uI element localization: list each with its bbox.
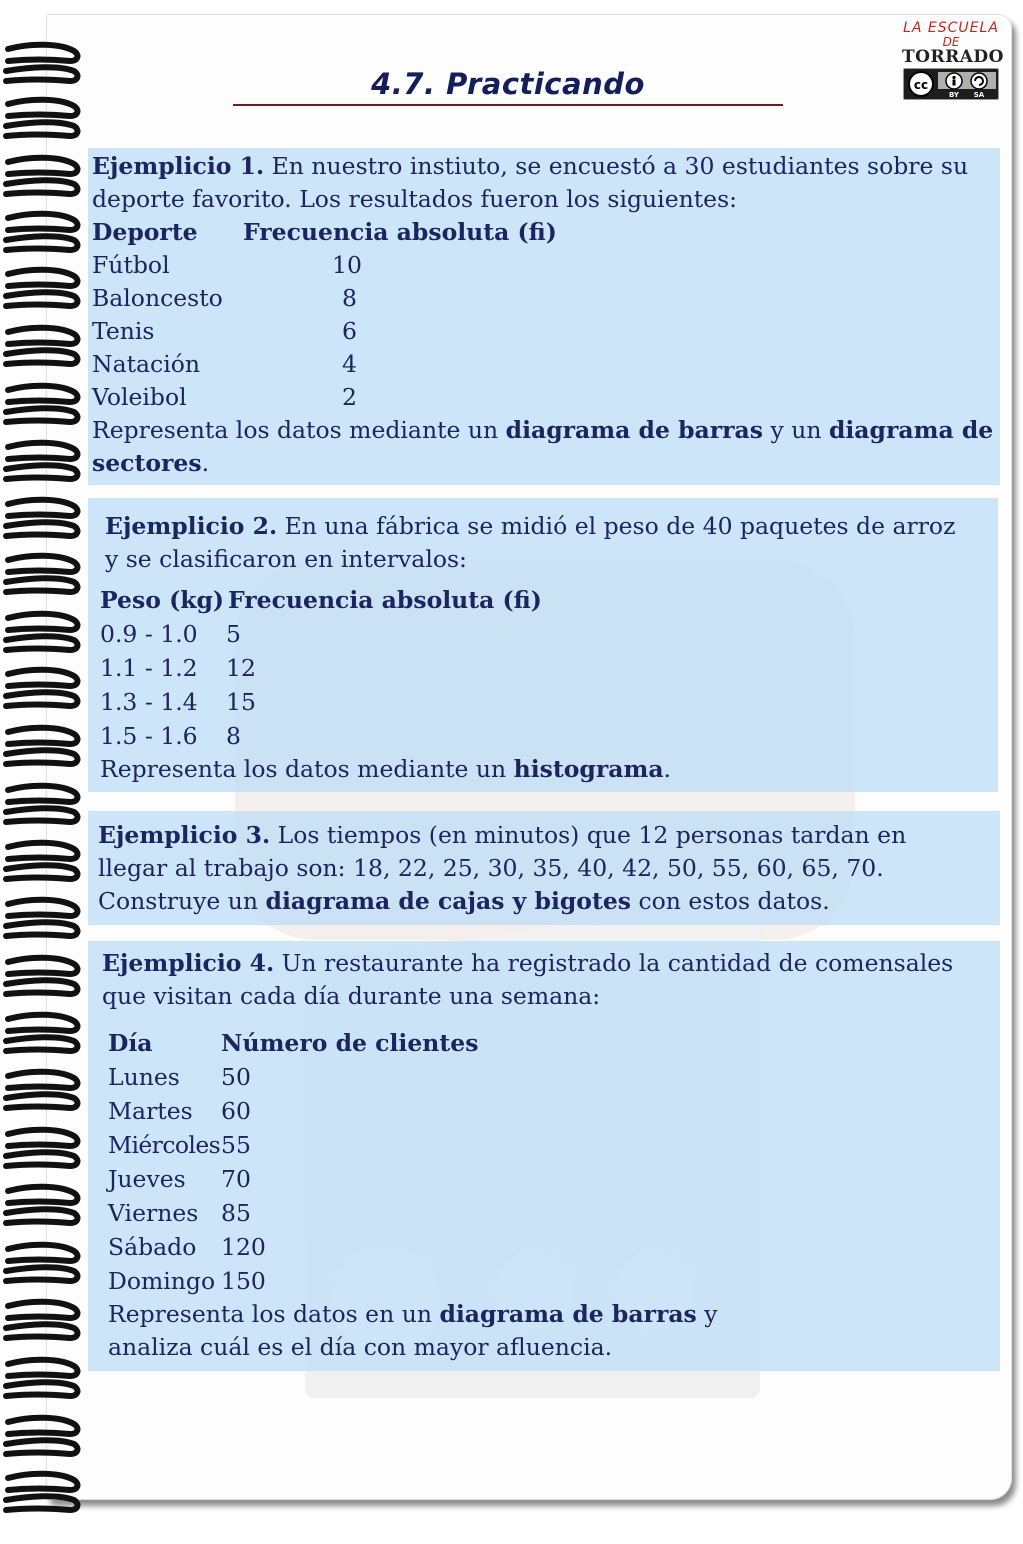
svg-text:cc: cc	[913, 78, 929, 92]
table-row: 1.1 - 1.2 12	[100, 654, 256, 682]
title-underline	[233, 104, 783, 106]
example-2-box: Ejemplicio 2. En una fábrica se midió el peso de 40 paquetes de arroz y se clasificaron en intervalos: Peso (kg) Frecuencia absoluta (fi) 0.9 - 1.0 5 1.1 - 1.2 12 1.3 - 1.4 15 1.5 - 1.6 8 Representa los datos mediante un histograma.	[88, 498, 998, 792]
example-2-table-header	[100, 584, 998, 617]
example-3-label: Ejemplicio 3.	[98, 821, 271, 849]
table-row: Baloncesto 8	[92, 284, 357, 312]
example-4-box: Ejemplicio 4. Un restaurante ha registrado la cantidad de comensales que visitan cada día durante una semana: Día Número de clientes Lunes 50 Martes 60 Miércoles 55 Jueves 70 Viernes 85 Sábado 120 Domingo 150 Representa los datos en un diagrama de barras y analiza cuál es el día con mayor afluencia.	[88, 941, 1000, 1371]
school-logo	[902, 20, 1004, 118]
example-4-task: Representa los datos en un diagrama de barras y	[108, 1300, 718, 1328]
example-3-box: Ejemplicio 3. Los tiempos (en minutos) que 12 personas tardan en llegar al trabajo son: 18, 22, 25, 30, 35, 40, 42, 50, 55, 60, 65, 70. Construye un diagrama de cajas y bigotes con estos datos.	[88, 811, 1000, 925]
col-peso: Peso (kg)	[100, 586, 225, 614]
page-header	[233, 66, 783, 106]
table-row: Fútbol 10	[92, 251, 362, 279]
spiral-binding	[0, 0, 90, 1544]
table-row: Martes 60	[108, 1097, 251, 1125]
table-row: Miércoles 55	[108, 1131, 251, 1159]
table-row: Voleibol 2	[92, 383, 357, 411]
example-4-intro: Ejemplicio 4. Un restaurante ha registrado la cantidad de comensales	[102, 949, 954, 977]
col-frecuencia: Frecuencia absoluta (fi)	[243, 218, 557, 246]
table-row: Lunes 50	[108, 1063, 251, 1091]
example-4-label: Ejemplicio 4.	[102, 949, 275, 977]
table-row: Tenis 6	[92, 317, 357, 345]
example-1-intro: Ejemplicio 1. En nuestro instiuto, se encuestó a 30 estudiantes sobre su deporte favorito. Los resultados fueron los siguientes:	[92, 152, 969, 213]
table-row: Domingo 150	[108, 1267, 266, 1295]
example-1-box	[88, 148, 1000, 485]
table-row: Viernes 85	[108, 1199, 251, 1227]
example-2-intro: Ejemplicio 2. En una fábrica se midió el peso de 40 paquetes de arroz	[105, 512, 956, 540]
col-frecuencia: Frecuencia absoluta (fi)	[228, 586, 542, 614]
example-2-label: Ejemplicio 2.	[105, 512, 278, 540]
table-row: 1.5 - 1.6 8	[100, 722, 241, 750]
cc-license-badge	[903, 68, 999, 100]
table-row: 1.3 - 1.4 15	[100, 688, 256, 716]
example-1-task: Representa los datos mediante un diagrama de barras y un diagrama de sectores.	[92, 416, 994, 477]
example-2-task: Representa los datos mediante un histograma.	[100, 755, 672, 783]
col-dia: Día	[108, 1029, 153, 1057]
example-3-task: Construye un diagrama de cajas y bigotes con estos datos.	[98, 887, 830, 915]
page-title: 4.7. Practicando	[371, 67, 645, 101]
logo-line2: DE	[942, 35, 960, 49]
col-clientes: Número de clientes	[221, 1029, 479, 1057]
example-1-table-header	[92, 216, 1000, 249]
example-1-label: Ejemplicio 1.	[92, 152, 265, 180]
table-row: 0.9 - 1.0 5	[100, 620, 241, 648]
logo-line1: LA ESCUELA	[903, 20, 999, 36]
table-row: Natación 4	[92, 350, 357, 378]
example-3-intro: Ejemplicio 3. Los tiempos (en minutos) que 12 personas tardan en	[98, 821, 907, 849]
logo-line3: TORRADO	[902, 47, 1004, 67]
license-by: BY	[948, 91, 960, 99]
license-sa: SA	[973, 91, 985, 99]
example-4-table-header	[108, 1027, 1000, 1060]
table-row: Jueves 70	[108, 1165, 251, 1193]
cc-by-sa-icon	[904, 69, 998, 99]
table-row: Sábado 120	[108, 1233, 266, 1261]
col-deporte: Deporte	[92, 218, 198, 246]
